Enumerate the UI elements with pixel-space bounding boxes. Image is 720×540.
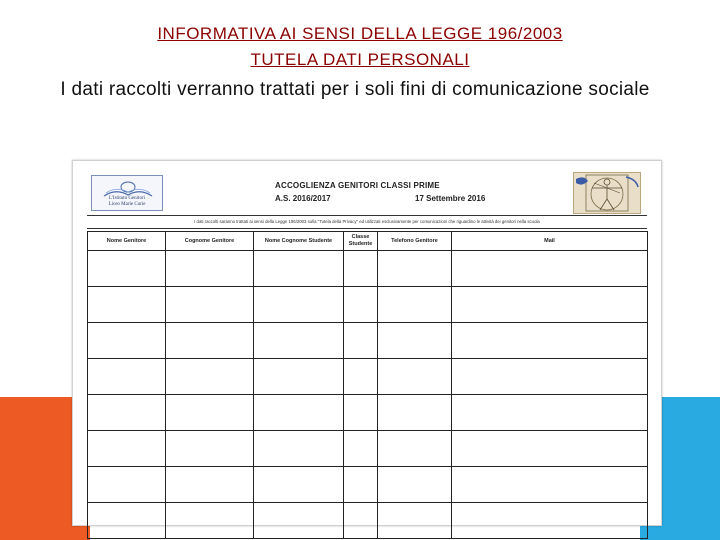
table-cell <box>378 467 452 503</box>
table-cell <box>452 395 648 431</box>
table-cell <box>88 359 166 395</box>
table-cell <box>254 395 344 431</box>
table-cell <box>254 503 344 539</box>
privacy-note: I dati raccolti saranno trattati ai sensi della Legge 196/2003 sulla "Tutela della Privacy" ed utilizzati esclusivamente per comunicazioni che riguardino le attività dei genitori nella scuola <box>87 215 647 229</box>
column-header: Mail <box>452 232 648 251</box>
vitruvian-man-logo <box>573 172 641 214</box>
table-cell <box>166 323 254 359</box>
table-cell <box>166 395 254 431</box>
column-header: Classe Studente <box>344 232 378 251</box>
table-cell <box>344 395 378 431</box>
table-cell <box>254 359 344 395</box>
table-cell <box>88 287 166 323</box>
slide-subtitle: I dati raccolti verranno trattati per i soli fini di comunicazione sociale <box>60 79 650 100</box>
logo-text-line2: Liceo Marie Curie <box>108 202 146 207</box>
table-cell <box>344 251 378 287</box>
table-cell <box>452 359 648 395</box>
table-cell <box>344 323 378 359</box>
table-cell <box>452 431 648 467</box>
table-row <box>88 323 648 359</box>
registration-form-image <box>72 160 662 526</box>
table-cell <box>452 287 648 323</box>
table-cell <box>344 359 378 395</box>
table-cell <box>452 503 648 539</box>
table-row <box>88 395 648 431</box>
column-header: Nome Genitore <box>88 232 166 251</box>
table-cell <box>166 287 254 323</box>
table-cell <box>254 467 344 503</box>
table-cell <box>166 251 254 287</box>
table-cell <box>88 251 166 287</box>
slide-title-line1: INFORMATIVA AI SENSI DELLA LEGGE 196/2003 <box>157 24 563 43</box>
table-cell <box>452 251 648 287</box>
table-cell <box>378 395 452 431</box>
registration-table <box>87 231 648 539</box>
table-row <box>88 287 648 323</box>
table-cell <box>254 323 344 359</box>
table-cell <box>88 323 166 359</box>
table-cell <box>378 359 452 395</box>
table-cell <box>378 251 452 287</box>
form-school-year: A.S. 2016/2017 <box>275 194 331 203</box>
form-date: 17 Settembre 2016 <box>415 194 486 203</box>
table-cell <box>166 467 254 503</box>
table-row <box>88 467 648 503</box>
form-title: ACCOGLIENZA GENITORI CLASSI PRIME <box>275 181 440 190</box>
table-cell <box>166 431 254 467</box>
table-cell <box>378 323 452 359</box>
table-cell <box>452 467 648 503</box>
book-logo-icon <box>102 180 154 198</box>
table-cell <box>344 503 378 539</box>
table-row <box>88 431 648 467</box>
table-cell <box>344 287 378 323</box>
column-header: Nome Cognome Studente <box>254 232 344 251</box>
table-cell <box>88 503 166 539</box>
table-cell <box>378 431 452 467</box>
table-cell <box>166 359 254 395</box>
table-cell <box>344 467 378 503</box>
school-logo <box>91 175 163 211</box>
table-cell <box>254 251 344 287</box>
column-header: Telefono Genitore <box>378 232 452 251</box>
table-cell <box>88 431 166 467</box>
table-cell <box>378 503 452 539</box>
table-cell <box>88 467 166 503</box>
table-row <box>88 359 648 395</box>
table-cell <box>254 431 344 467</box>
table-cell <box>344 431 378 467</box>
column-header: Cognome Genitore <box>166 232 254 251</box>
form-content <box>87 169 647 519</box>
table-cell <box>254 287 344 323</box>
table-row <box>88 503 648 539</box>
slide-title-line2: TUTELA DATI PERSONALI <box>250 50 470 69</box>
table-cell <box>452 323 648 359</box>
table-header-row <box>88 232 648 251</box>
table-cell <box>378 287 452 323</box>
table-cell <box>88 395 166 431</box>
vitruvian-man-icon <box>574 173 640 213</box>
table-cell <box>166 503 254 539</box>
table-row <box>88 251 648 287</box>
logo-text-line1: L'Istituto Genitori <box>108 196 146 201</box>
